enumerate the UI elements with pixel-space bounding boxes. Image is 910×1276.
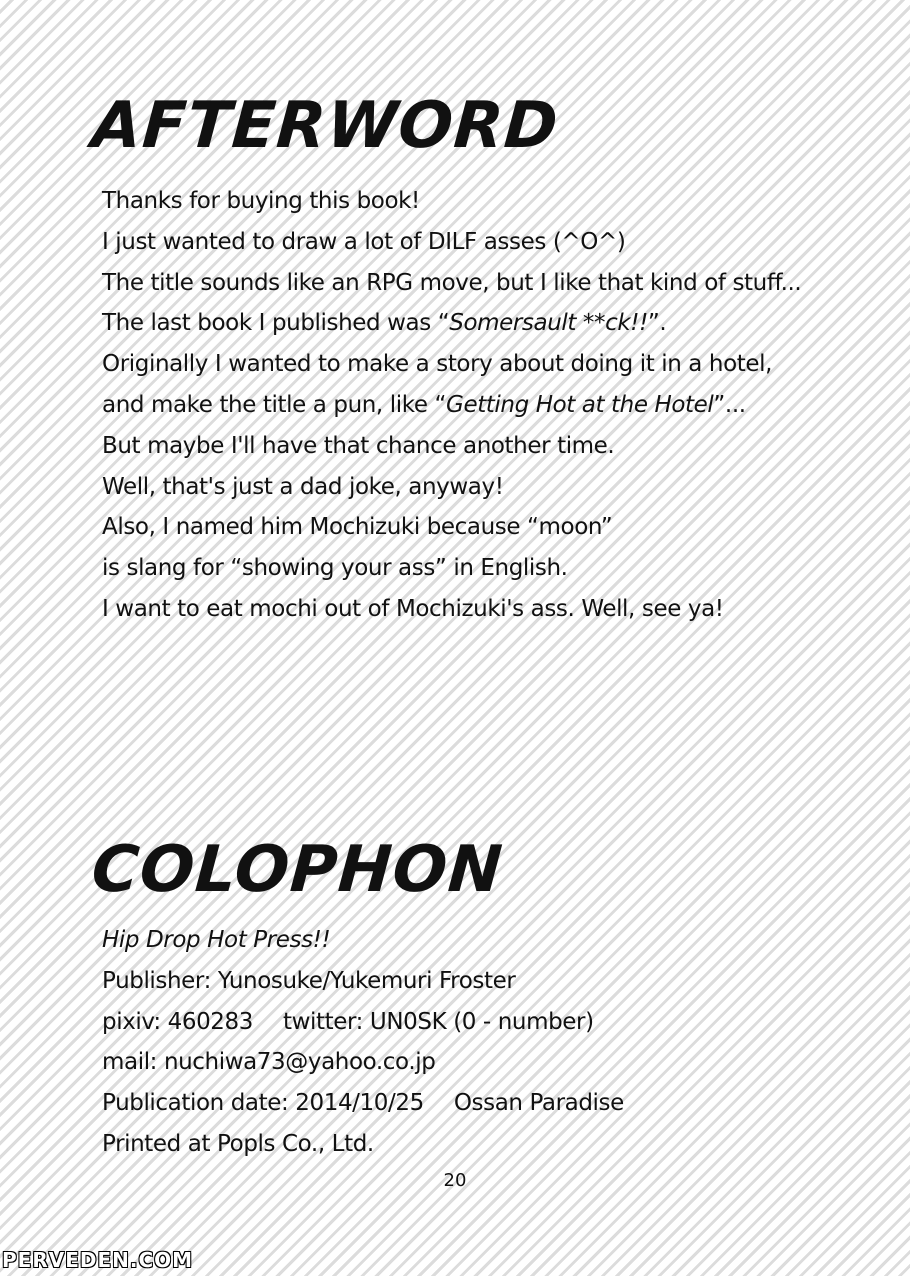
colophon-mail: mail: nuchiwa73@yahoo.co.jp — [102, 1049, 436, 1076]
afterword-line: I want to eat mochi out of Mochizuki's ass. Well, see ya! — [102, 595, 724, 622]
afterword-line: I just wanted to draw a lot of DILF asses (^O^) — [102, 228, 626, 255]
afterword-line: Well, that's just a dad joke, anyway! — [102, 473, 504, 500]
afterword-line: But maybe I'll have that chance another time. — [102, 432, 615, 459]
colophon-publisher: Publisher: Yunosuke/Yukemuri Froster — [102, 967, 516, 994]
title-pun-reference: Getting Hot at the Hotel — [446, 391, 714, 418]
colophon-heading: COLOPHON — [89, 833, 506, 907]
book-title-reference: Somersault **ck!! — [449, 310, 648, 337]
afterword-line — [102, 385, 801, 426]
colophon-publication-date: Publication date: 2014/10/25 — [102, 1090, 424, 1117]
colophon-pixiv: pixiv: 460283 — [102, 1008, 254, 1035]
colophon-twitter: twitter: UN0SK (0 - number) — [283, 1008, 594, 1035]
line-text: and make the title a pun, like “ — [102, 391, 447, 418]
colophon-book-title: Hip Drop Hot Press!! — [102, 927, 331, 953]
line-text: ”. — [647, 310, 667, 337]
afterword-line — [102, 303, 801, 344]
colophon-publication — [102, 1083, 624, 1124]
colophon-circle: Ossan Paradise — [453, 1090, 624, 1117]
afterword-line: Originally I wanted to make a story about doing it in a hotel, — [102, 351, 773, 378]
afterword-line: is slang for “showing your ass” in English. — [102, 555, 568, 582]
afterword-heading: AFTERWORD — [89, 89, 561, 163]
line-text: ”... — [713, 391, 746, 418]
page-number: 20 — [443, 1170, 467, 1191]
colophon-body — [102, 920, 624, 1165]
colophon-social — [102, 1002, 624, 1043]
afterword-line: The title sounds like an RPG move, but I like that kind of stuff... — [102, 269, 802, 296]
afterword-line: Also, I named him Mochizuki because “moon” — [102, 514, 613, 541]
afterword-line: Thanks for buying this book! — [102, 188, 420, 214]
line-text: The last book I published was “ — [102, 310, 450, 337]
colophon-printer: Printed at Popls Co., Ltd. — [102, 1130, 374, 1157]
afterword-body — [102, 181, 801, 630]
site-watermark: PERVEDEN.COM — [2, 1248, 194, 1272]
